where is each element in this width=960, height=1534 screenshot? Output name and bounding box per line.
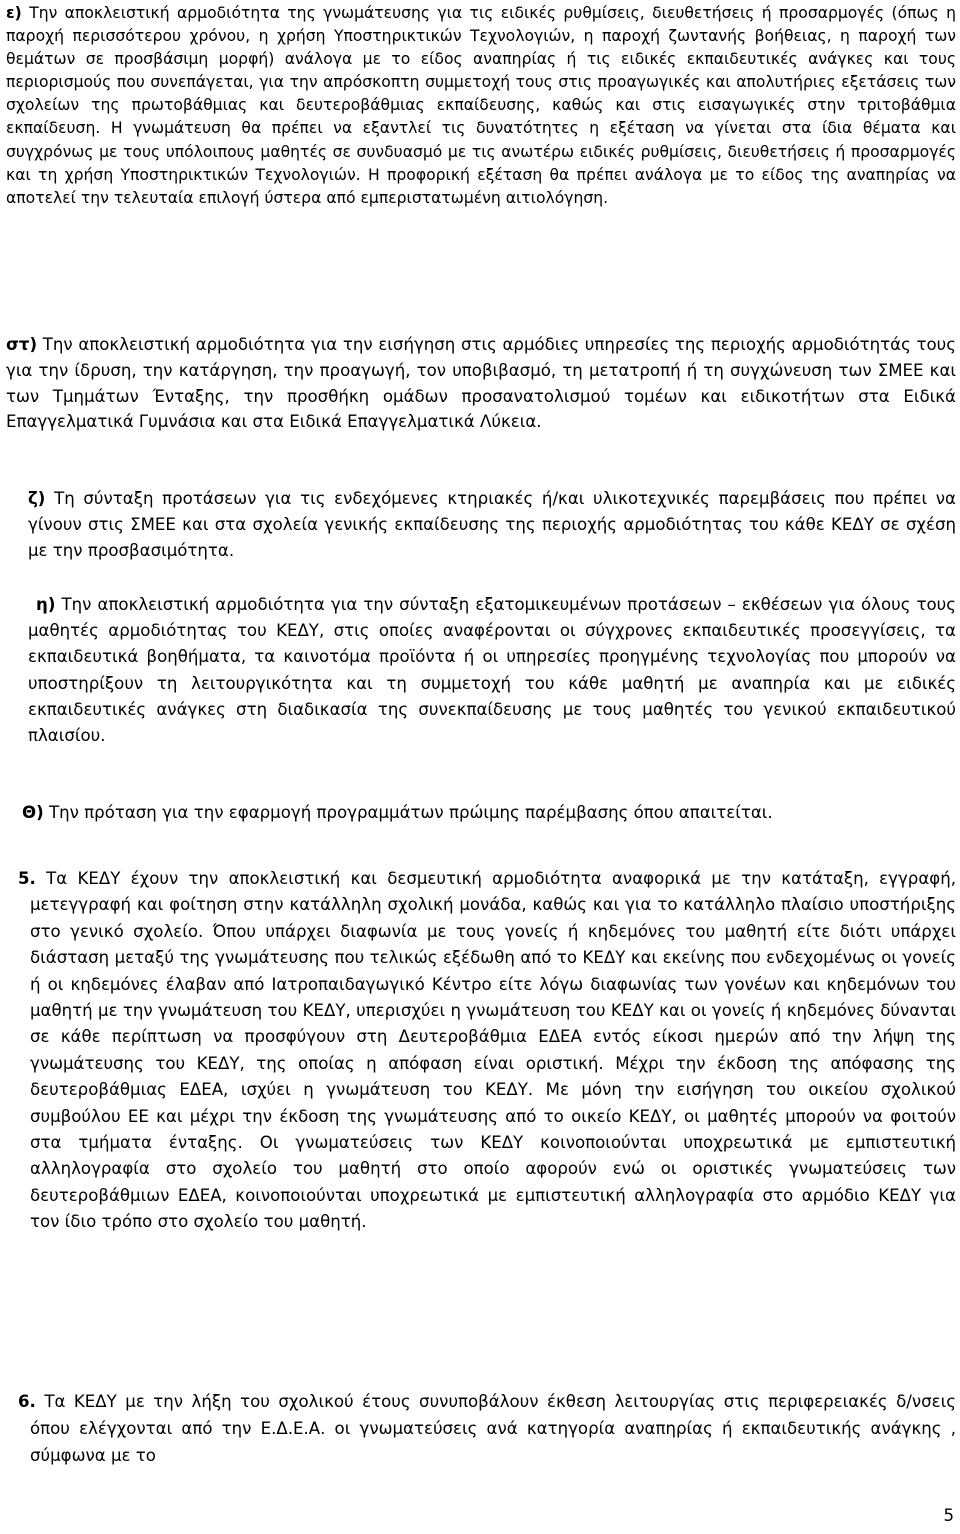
- paragraph-marker: η): [36, 595, 56, 614]
- paragraph-text: Την αποκλειστική αρμοδιότητα για την εισήγηση στις αρμόδιες υπηρεσίες της περιοχής αρμοδιότητάς τους για την ίδρυση, την κατάργηση, την προαγωγή, τον υποβιβασμό, τη μετατροπή ή τη συγχώνευση των ΣΜΕΕ και των Τμημάτων Ένταξης, την προσθήκη ομάδων προσανατολισμού τομέων και ειδικοτήτων στα Ειδικά Επαγγελματικά Γυμνάσια και στα Ειδικά Επαγγελματικά Λύκεια.: [6, 335, 956, 432]
- paragraph-marker: 5.: [18, 869, 36, 888]
- paragraph-marker: στ): [6, 335, 38, 354]
- paragraph-marker: ζ): [28, 489, 46, 508]
- paragraph-5: [18, 866, 956, 1236]
- paragraph-st: [6, 332, 956, 435]
- paragraph-text: Τα ΚΕΔΥ με την λήξη του σχολικού έτους συνυποβάλουν έκθεση λειτουργίας στις περιφερειακές δ/νσεις όπου ελέγχονται από την Ε.Δ.Ε.Α. οι γνωματεύσεις ανά κατηγορία αναπηρίας ή εκπαιδευτικής ανάγκης , σύμφωνα με το: [30, 1392, 956, 1466]
- paragraph-text: Την αποκλειστική αρμοδιότητα για την σύνταξη εξατομικευμένων προτάσεων – εκθέσεων για όλους τους μαθητές αρμοδιότητας του ΚΕΔΥ, στις οποίες αναφέρονται οι σύγχρονες εκπαιδευτικές προσεγγίσεις, τα εκπαιδευτικά βοηθήματα, τα καινοτόμα προϊόντα ή οι υπηρεσίες προηγμένης τεχνολογίας που μπορούν να υποστηρίξουν τη λειτουργικότητα και τη συμμετοχή του κάθε μαθητή με αναπηρία και με ειδικές εκπαιδευτικές ανάγκες στη διαδικασία της συνεκπαίδευσης με τους μαθητές του γενικού εκπαιδευτικού πλαισίου.: [28, 595, 957, 746]
- paragraph-text: Την πρόταση για την εφαρμογή προγραμμάτων πρώιμης παρέμβασης όπου απαιτείται.: [48, 803, 773, 822]
- paragraph-marker: Θ): [22, 803, 44, 822]
- paragraph-marker: ε): [6, 4, 22, 22]
- paragraph-6: [18, 1388, 956, 1470]
- paragraph-h: [28, 592, 956, 749]
- paragraph-text: Την αποκλειστική αρμοδιότητα της γνωμάτευσης για τις ειδικές ρυθμίσεις, διευθετήσεις ή προσαρμογές (όπως η παροχή περισσότερου χρόνου, η χρήση Υποστηρικτικών Τεχνολογιών, η παροχή ζωντανής βοήθειας, η παροχή των θεμάτων σε προσβάσιμη μορφή) ανάλογα με το είδος αναπηρίας ή τις ειδικές εκπαιδευτικές ανάγκες και τους περιορισμούς που συνεπάγεται, για την απρόσκοπτη συμμετοχή τους στις προαγωγικές και απολυτήριες εξετάσεις των σχολείων της πρωτοβάθμιας και δευτεροβάθμιας εκπαίδευσης, καθώς και στις εισαγωγικές στην τριτοβάθμια εκπαίδευση. Η γνωμάτευση θα πρέπει να εξαντλεί τις δυνατότητες η εξέταση να γίνεται στα ίδια θέματα και συγχρόνως με τους υπόλοιπους μαθητές σε συνδυασμό με τις ανωτέρω ειδικές ρυθμίσεις, διευθετήσεις ή προσαρμογές και τη χρήση Υποστηρικτικών Τεχνολογιών. Η προφορική εξέταση θα πρέπει ανάλογα με το είδος της αναπηρίας να αποτελεί την τελευταία επιλογή ύστερα από εμπεριστατωμένη αιτιολόγηση.: [6, 4, 956, 207]
- paragraph-e: [6, 2, 956, 210]
- paragraph-text: Τα ΚΕΔΥ έχουν την αποκλειστική και δεσμευτική αρμοδιότητα αναφορικά με την κατάταξη, εγγραφή, μετεγγραφή και φοίτηση στην κατάλληλη σχολική μονάδα, καθώς και για το κατάλληλο πλαίσιο υποστήριξης στο γενικό σχολείο. Όπου υπάρχει διαφωνία με τους γονείς ή κηδεμόνες του μαθητή είτε διότι υπάρχει διάσταση μεταξύ της γνωμάτευσης που τελικώς εξέδωθη από το ΚΕΔΥ και εκείνης που ενδεχομένως οι γονείς ή οι κηδεμόνες έλαβαν από Ιατροπαιδαγωγικό Κέντρο είτε λόγω διαφωνίας των γονέων και κηδεμόνων του μαθητή με την γνωμάτευση του ΚΕΔΥ, υπερισχύει η γνωμάτευση του ΚΕΔΥ και οι γονείς ή κηδεμόνες δύνανται σε κάθε περίπτωση να προσφύγουν στη Δευτεροβάθμια ΕΔΕΑ εντός είκοσι ημερών από την λήψη της γνωμάτευσης του ΚΕΔΥ, της οποίας η απόφαση είναι οριστική. Μέχρι την έκδοση της απόφασης της δευτεροβάθμιας ΕΔΕΑ, ισχύει η γνωμάτευση του ΚΕΔΥ. Με μόνη την εισήγηση του οικείου σχολικού συμβούλου ΕΕ και μέχρι την έκδοση της γνωμάτευσης από το οικείο ΚΕΔΥ, οι μαθητές μπορούν να φοιτούν στα τμήματα ένταξης. Οι γνωματεύσεις των ΚΕΔΥ κοινοποιούνται υποχρεωτικά με εμπιστευτική αλληλογραφία στο σχολείο του μαθητή στο οποίο αφορούν ενώ οι οριστικές γνωματεύσεις των δευτεροβάθμιων ΕΔΕΑ, κοινοποιούνται υποχρεωτικά με εμπιστευτική αλληλογραφία στο αρμόδιο ΚΕΔΥ για τον ίδιο τρόπο στο σχολείο του μαθητή.: [30, 869, 956, 1232]
- page-number: 5: [943, 1506, 954, 1525]
- paragraph-text: Τη σύνταξη προτάσεων για τις ενδεχόμενες κτηριακές ή/και υλικοτεχνικές παρεμβάσεις που πρέπει να γίνουν στις ΣΜΕΕ και στα σχολεία γενικής εκπαίδευσης της περιοχής αρμοδιότητας του κάθε ΚΕΔΥ σε σχέση με την προσβασιμότητα.: [28, 489, 956, 560]
- paragraph-marker: 6.: [18, 1392, 36, 1411]
- paragraph-z: [28, 486, 956, 563]
- paragraph-th: [22, 800, 956, 826]
